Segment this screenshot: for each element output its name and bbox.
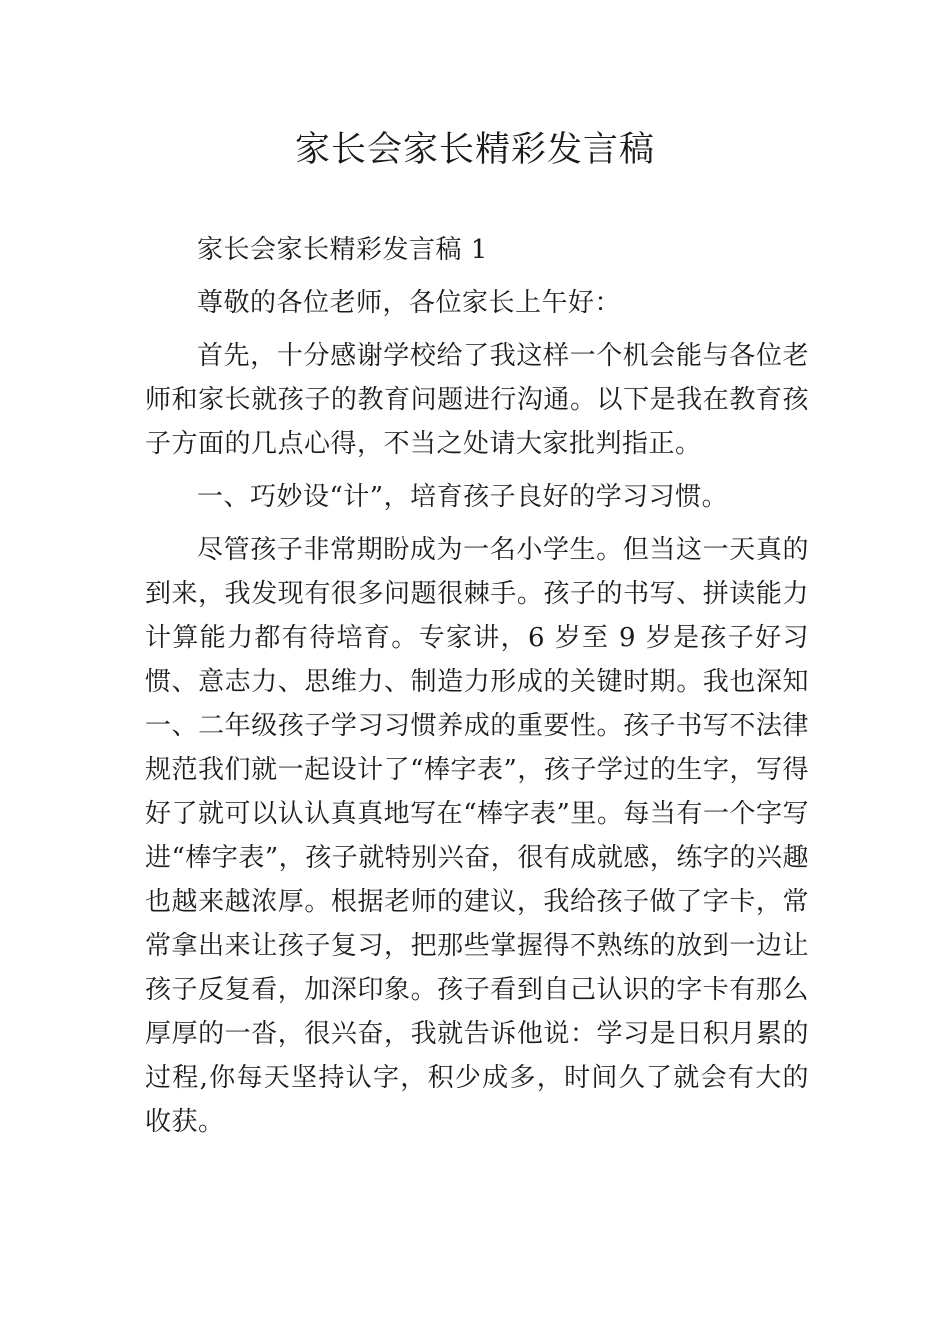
greeting-paragraph: 尊敬的各位老师，各位家长上午好： [197, 288, 622, 318]
body-paragraph: 首先，十分感谢学校给了我这样一个机会能与各位老师和家长就孩子的教育问题进行沟通。以下是我在教育孩子方面的几点心得，不当之处请大家批判指正。 [145, 341, 809, 459]
section-heading: 家长会家长精彩发言稿 1 [197, 235, 488, 265]
body-paragraph: 尽管孩子非常期盼成为一名小学生。但当这一天真的到来，我发现有很多问题很棘手。孩子的书写、拼读能力计算能力都有待培育。专家讲，6 岁至 9 岁是孩子好习惯、意志力、思维力、制造力形成的关键时期。我也深知一、二年级孩子学习习惯养成的重要性。孩子书写不法律规范我们就一起设计了“棒字表”，孩子学过的生字，写得好了就可以认认真真地写在“棒字表”里。每当有一个字写进“棒字表”，孩子就特别兴奋，很有成就感，练字的兴趣也越来越浓厚。根据老师的建议，我给孩子做了字卡，常常拿出来让孩子复习，把那些掌握得不熟练的放到一边让孩子反复看，加深印象。孩子看到自己认识的字卡有那么厚厚的一沓，很兴奋，我就告诉他说：学习是日积月累的过程,你每天坚持认字，积少成多，时间久了就会有大的收获。 [145, 535, 809, 1137]
document-body [145, 228, 809, 1153]
subheading-paragraph: 一、巧妙设“计”，培育孩子良好的学习习惯。 [197, 482, 729, 512]
document-title: 家长会家长精彩发言稿 [294, 130, 655, 170]
